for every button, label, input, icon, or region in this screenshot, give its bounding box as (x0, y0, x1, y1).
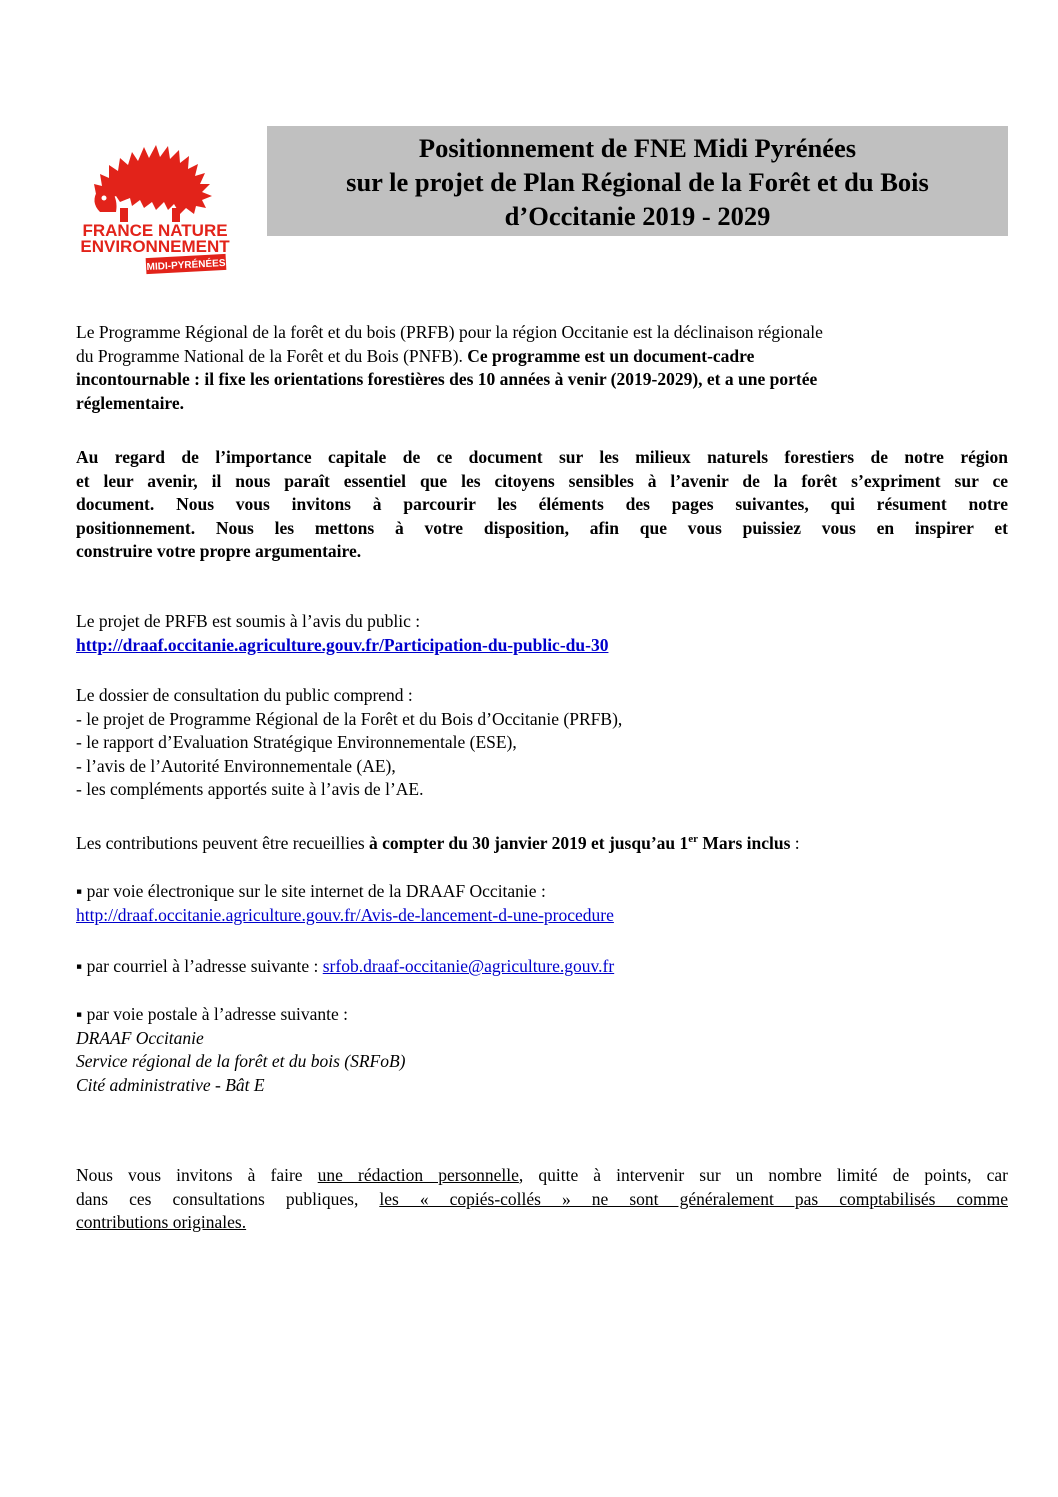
contributions-text: Les contributions peuvent être recueillies (76, 833, 370, 853)
appeal-line-3: document. Nous vous invitons à parcourir les éléments des pages suivantes, qui résument notre (76, 494, 1008, 515)
public-notice-text: Le projet de PRFB est soumis à l’avis du public : (76, 611, 421, 631)
intro-line-1: Le Programme Régional de la forêt et du bois (PRFB) pour la région Occitanie est la déclinaison régionale (76, 322, 823, 342)
logo-text-line2: ENVIRONNEMENT (80, 237, 230, 256)
intro-paragraph (76, 321, 1008, 415)
logo-badge: MIDI-PYRÉNÉES (146, 257, 226, 274)
contributions-sup: er (688, 833, 699, 845)
electronic-text: ▪ par voie électronique sur le site internet de la DRAAF Occitanie : (76, 881, 546, 901)
intro-line-2-bold: Ce programme est un document-cadre (467, 345, 755, 366)
closing-line-3 (76, 1211, 1008, 1235)
closing-paragraph (76, 1164, 1008, 1235)
intro-line-2-plain: du Programme National de la Forêt et du Bois (PNFB). (76, 345, 468, 366)
closing-text-3: dans ces consultations publiques, (76, 1188, 380, 1209)
public-notice (76, 610, 1008, 657)
email-text: ▪ par courriel à l’adresse suivante : (76, 956, 323, 976)
closing-underlined-1: une rédaction personnelle (317, 1165, 519, 1185)
dossier-item: - l’avis de l’Autorité Environnementale (AE), (76, 755, 396, 776)
appeal-paragraph (76, 446, 1008, 564)
dossier-item: - le projet de Programme Régional de la Forêt et du Bois d’Occitanie (PRFB), (76, 708, 623, 729)
contributions-dates: à compter du 30 janvier 2019 et jusqu’au 1 (369, 833, 689, 853)
intro-line-4: réglementaire. (76, 392, 185, 413)
dossier-item: - les compléments apportés suite à l’avis de l’AE. (76, 779, 424, 800)
contributions-period (76, 832, 1008, 856)
closing-text-1: Nous vous invitons à faire (76, 1165, 318, 1185)
closing-text-2: , quitte à intervenir sur un nombre limité de points, car (518, 1165, 1008, 1185)
closing-underlined-2: les « copiés-collés » ne sont généralement pas comptabilisés comme (379, 1188, 1008, 1209)
electronic-channel (76, 880, 1008, 927)
appeal-line-4: positionnement. Nous les mettons à votre disposition, afin que vous puissiez vous en inspirer et (76, 517, 1008, 538)
contributions-dates-end: Mars inclus (698, 833, 791, 853)
closing-underlined-3: contributions originales. (76, 1212, 247, 1233)
logo-text-line1: FRANCE NATURE (82, 221, 228, 240)
title-line-1: Positionnement de FNE Midi Pyrénées (418, 133, 857, 163)
dossier-section (76, 684, 1008, 802)
email-channel (76, 955, 1008, 979)
postal-text: ▪ par voie postale à l’adresse suivante : (76, 1004, 349, 1024)
fne-hedgehog-logo (76, 128, 234, 276)
postal-address-line-3: Cité administrative - Bât E (76, 1074, 265, 1095)
closing-line-2 (76, 1188, 1008, 1212)
appeal-line-1: Au regard de l’importance capitale de ce document sur les milieux naturels forestiers de notre région (76, 447, 1008, 467)
postal-address-line-1: DRAAF Occitanie (76, 1027, 204, 1048)
title-line-2: sur le projet de Plan Régional de la Forêt et du Bois (346, 167, 929, 197)
document-title (267, 126, 1008, 236)
email-link[interactable]: srfob.draaf-occitanie@agriculture.gouv.fr (322, 956, 615, 976)
dossier-heading: Le dossier de consultation du public comprend : (76, 685, 413, 705)
title-line-3: d’Occitanie 2019 - 2029 (504, 201, 771, 231)
closing-line-1 (76, 1164, 1008, 1188)
contributions-colon: : (790, 833, 800, 853)
dossier-item: - le rapport d’Evaluation Stratégique Environnementale (ESE), (76, 732, 517, 753)
participation-link[interactable]: http://draaf.occitanie.agriculture.gouv.fr/Participation-du-public-du-30 (76, 634, 609, 655)
appeal-line-2: et leur avenir, il nous paraît essentiel que les citoyens sensibles à l’avenir de la forêt s’expriment sur ce (76, 470, 1008, 491)
avis-lancement-link[interactable]: http://draaf.occitanie.agriculture.gouv.fr/Avis-de-lancement-d-une-procedure (76, 904, 614, 925)
fne-logo (76, 128, 234, 276)
postal-address-line-2: Service régional de la forêt et du bois (SRFoB) (76, 1051, 406, 1072)
appeal-line-5: construire votre propre argumentaire. (76, 541, 362, 562)
postal-channel (76, 1003, 1008, 1097)
intro-line-3: incontournable : il fixe les orientations forestières des 10 années à venir (2019-2029), et a une portée (76, 369, 818, 390)
intro-line-2 (76, 345, 1008, 369)
